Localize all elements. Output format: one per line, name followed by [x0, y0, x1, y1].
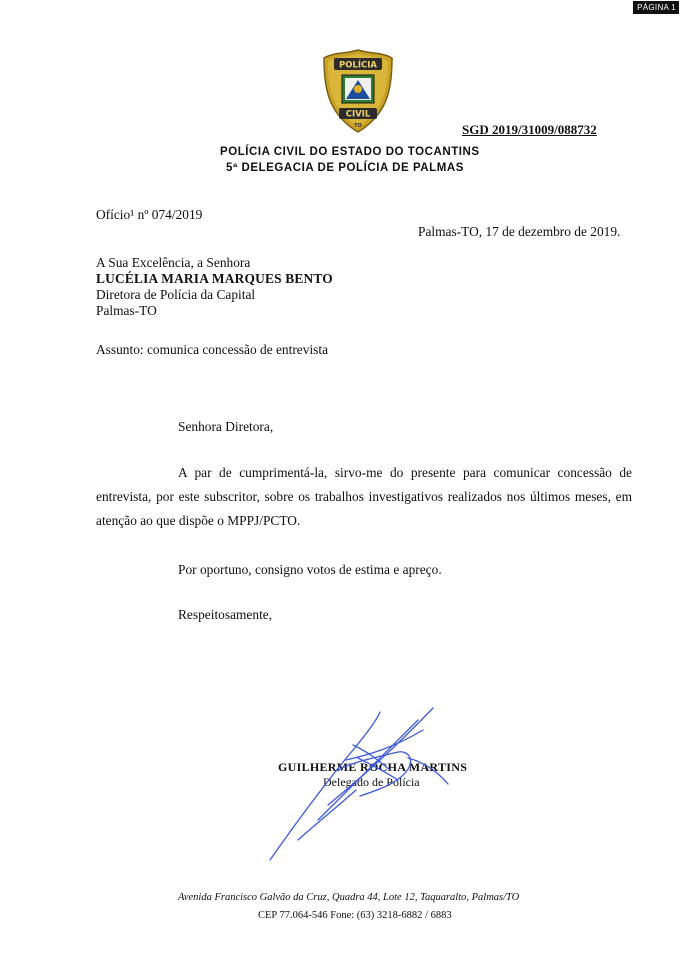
signatory-name: GUILHERME ROCHA MARTINS [278, 760, 468, 774]
svg-text:TO: TO [354, 123, 362, 129]
closing-line: Por oportuno, consigno votos de estima e apreço. [178, 562, 442, 577]
office-number: Ofício¹ nº 074/2019 [96, 207, 203, 222]
institution-name: POLÍCIA CIVIL DO ESTADO DO TOCANTINS [220, 146, 480, 158]
svg-text:CIVIL: CIVIL [345, 109, 371, 120]
place-date: Palmas-TO, 17 de dezembro de 2019. [418, 224, 621, 239]
page-number-badge: PÁGINA 1 [633, 1, 679, 14]
svg-text:POLÍCIA: POLÍCIA [338, 60, 378, 71]
recipient-role: Diretora de Polícia da Capital [96, 287, 256, 302]
valediction: Respeitosamente, [178, 607, 273, 622]
recipient-city: Palmas-TO [96, 303, 157, 318]
body-paragraph: A par de cumprimentá-la, sirvo-me do presente para comunicar concessão de entrevista, por este subscritor, sobre os trabalhos investigativos realizados nos últimos meses, em atenção ao que dispõe o MPPJ/PCTO. [96, 465, 632, 528]
footer-address: Avenida Francisco Galvão da Cruz, Quadra 44, Lote 12, Taquaralto, Palmas/TO [178, 892, 520, 903]
handwritten-signature [258, 700, 458, 870]
precinct-name: 5ª DELEGACIA DE POLÍCIA DE PALMAS [226, 162, 464, 174]
signatory-title: Delegado de Polícia [323, 775, 420, 789]
footer-contact: CEP 77.064-546 Fone: (63) 3218-6882 / 6883 [258, 910, 452, 921]
document-reference-number: SGD 2019/31009/088732 [462, 122, 597, 137]
recipient-name: LUCÉLIA MARIA MARQUES BENTO [96, 271, 333, 286]
greeting: Senhora Diretora, [178, 419, 274, 434]
recipient-salutation: A Sua Excelência, a Senhora [96, 255, 251, 270]
subject-line: Assunto: comunica concessão de entrevista [96, 342, 329, 357]
police-badge-logo [322, 48, 394, 134]
